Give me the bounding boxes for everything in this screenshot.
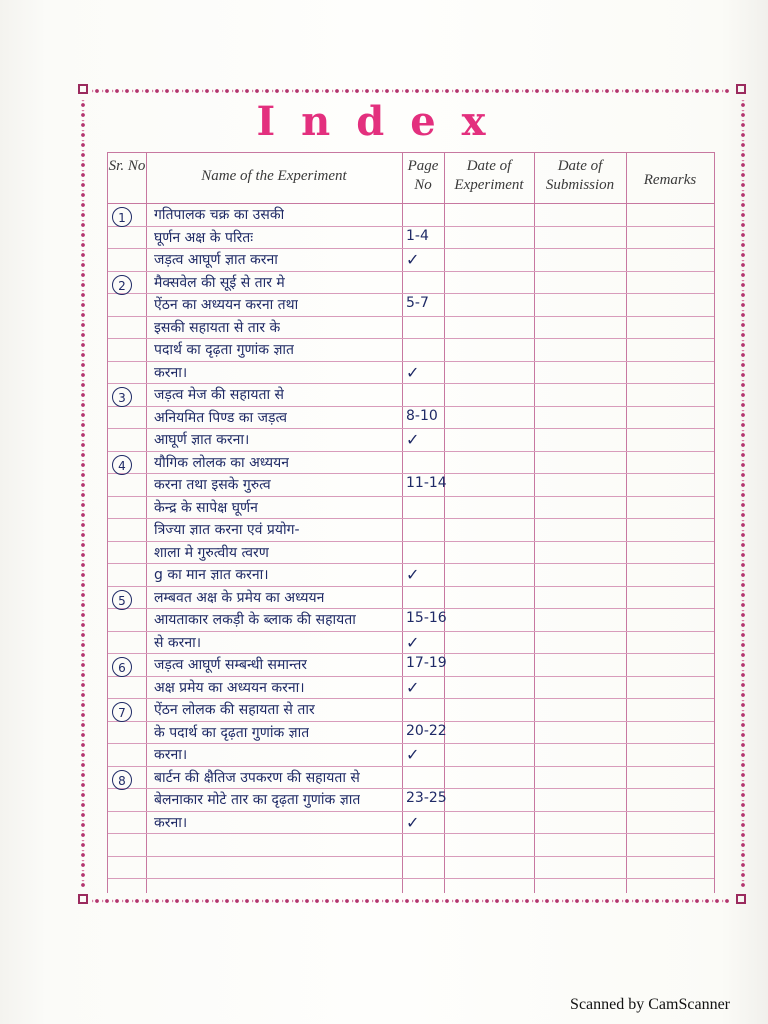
ruled-line <box>108 698 714 699</box>
experiment-name-line: लम्बवत अक्ष के प्रमेय का अध्ययन <box>154 589 325 606</box>
ruled-line <box>108 766 714 767</box>
experiment-name-line: बार्टन की क्षैतिज उपकरण की सहायता से <box>154 769 360 786</box>
ruled-line <box>108 518 714 519</box>
ruled-line <box>108 788 714 789</box>
ruled-line <box>108 541 714 542</box>
ruled-line <box>108 653 714 654</box>
experiment-name-line: जड़त्व आघूर्ण ज्ञात करना <box>154 252 278 268</box>
experiment-name-line: घूर्णन अक्ष के परितः <box>154 229 254 246</box>
ruled-line <box>108 878 714 879</box>
ruled-line <box>108 608 714 609</box>
experiment-name-line: करना तथा इसके गुरुत्व <box>154 477 271 493</box>
ruled-line <box>108 383 714 384</box>
entry-number: 2 <box>112 275 132 295</box>
experiment-name-line: करना। <box>154 364 188 381</box>
ruled-line <box>108 833 714 834</box>
ruled-line <box>108 743 714 744</box>
check-mark-icon: ✓ <box>406 364 420 382</box>
entry-number: 4 <box>112 455 132 475</box>
check-mark-icon: ✓ <box>406 814 420 832</box>
ruled-line <box>108 473 714 474</box>
decorative-border-left <box>78 100 88 890</box>
experiment-name-line: त्रिज्या ज्ञात करना एवं प्रयोग- <box>154 522 300 538</box>
page-range: 5-7 <box>406 295 429 311</box>
header-sr-no: Sr. No <box>108 158 146 174</box>
check-mark-icon: ✓ <box>406 634 420 652</box>
experiment-name-line: मैक्सवेल की सूई से तार मे <box>154 274 285 291</box>
header-rule <box>108 203 714 204</box>
ruled-line <box>108 496 714 497</box>
page-range: 1-4 <box>406 227 429 244</box>
experiment-name-line: जड़त्व आघूर्ण सम्बन्धी समान्तर <box>154 657 308 673</box>
ruled-line <box>108 226 714 227</box>
ruled-line <box>108 338 714 339</box>
ruled-line <box>108 316 714 317</box>
check-mark-icon: ✓ <box>406 747 420 764</box>
header-page-no: Page No <box>407 158 439 193</box>
page-range: 23-25 <box>406 790 447 806</box>
ruled-line <box>108 856 714 857</box>
border-corner-icon <box>736 894 746 904</box>
experiment-name-line: जड़त्व मेज की सहायता से <box>154 387 285 403</box>
column-divider <box>444 153 445 893</box>
entry-number: 1 <box>112 207 132 227</box>
entry-number: 7 <box>112 702 132 722</box>
experiment-name-line: शाला मे गुरुत्वीय त्वरण <box>154 544 269 561</box>
entry-number: 5 <box>112 590 132 610</box>
header-experiment-name: Name of the Experiment <box>201 168 347 184</box>
page-range: 11-14 <box>406 475 447 491</box>
experiment-name-line: अक्ष प्रमेय का अध्ययन करना। <box>154 679 305 696</box>
experiment-name-line: ऐंठन का अध्ययन करना तथा <box>154 297 299 313</box>
experiment-name-line: पदार्थ का दृढ़ता गुणांक ज्ञात <box>154 342 295 358</box>
entry-number: 3 <box>112 387 132 407</box>
check-mark-icon: ✓ <box>406 252 420 269</box>
experiment-name-line: g का मान ज्ञात करना। <box>154 567 269 583</box>
column-divider <box>534 153 535 893</box>
border-corner-icon <box>78 894 88 904</box>
column-divider <box>626 153 627 893</box>
ruled-line <box>108 248 714 249</box>
entry-number: 6 <box>112 657 132 677</box>
ruled-line <box>108 563 714 564</box>
entry-number: 8 <box>112 770 132 790</box>
experiment-name-line: आघूर्ण ज्ञात करना। <box>154 432 250 448</box>
ruled-line <box>108 406 714 407</box>
page-range: 20-22 <box>406 722 447 739</box>
experiment-name-line: करना। <box>154 814 188 831</box>
column-divider <box>146 153 147 893</box>
decorative-border-bottom <box>92 896 732 906</box>
check-mark-icon: ✓ <box>406 567 420 584</box>
column-divider <box>402 153 403 893</box>
ruled-line <box>108 428 714 429</box>
border-corner-icon <box>736 84 746 94</box>
experiment-name-line: गतिपालक चक्र का उसकी <box>154 207 285 223</box>
ruled-line <box>108 721 714 722</box>
experiment-name-line: आयताकार लकड़ी के ब्लाक की सहायता <box>154 612 356 628</box>
header-remarks: Remarks <box>643 172 697 188</box>
experiment-name-line: यौगिक लोलक का अध्ययन <box>154 454 290 471</box>
index-table <box>107 152 715 893</box>
scanner-watermark: Scanned by CamScanner <box>570 996 730 1013</box>
ruled-line <box>108 451 714 452</box>
check-mark-icon: ✓ <box>406 679 420 697</box>
ruled-line <box>108 676 714 677</box>
ruled-line <box>108 811 714 812</box>
experiment-name-line: से करना। <box>154 634 202 651</box>
border-corner-icon <box>78 84 88 94</box>
decorative-border-right <box>738 100 748 890</box>
header-date-submission: Date of Submission <box>545 158 615 193</box>
experiment-name-line: अनियमित पिण्ड का जड़त्व <box>154 409 288 426</box>
experiment-name-line: के पदार्थ का दृढ़ता गुणांक ज्ञात <box>154 724 310 741</box>
experiment-name-line: इसकी सहायता से तार के <box>154 319 281 336</box>
decorative-border-top <box>92 86 732 96</box>
experiment-name-line: ऐंठन लोलक की सहायता से तार <box>154 702 315 718</box>
header-date-experiment: Date of Experiment <box>454 158 524 193</box>
ruled-line <box>108 293 714 294</box>
ruled-line <box>108 631 714 632</box>
ruled-line <box>108 271 714 272</box>
page-range: 15-16 <box>406 610 447 626</box>
experiment-name-line: बेलनाकार मोटे तार का दृढ़ता गुणांक ज्ञात <box>154 792 361 808</box>
page-title: Index <box>256 98 512 145</box>
check-mark-icon: ✓ <box>406 432 420 449</box>
ruled-line <box>108 361 714 362</box>
page-range: 8-10 <box>406 407 438 424</box>
page-range: 17-19 <box>406 655 447 671</box>
ruled-line <box>108 586 714 587</box>
experiment-name-line: केन्द्र के सापेक्ष घूर्णन <box>154 499 258 516</box>
experiment-name-line: करना। <box>154 747 188 763</box>
